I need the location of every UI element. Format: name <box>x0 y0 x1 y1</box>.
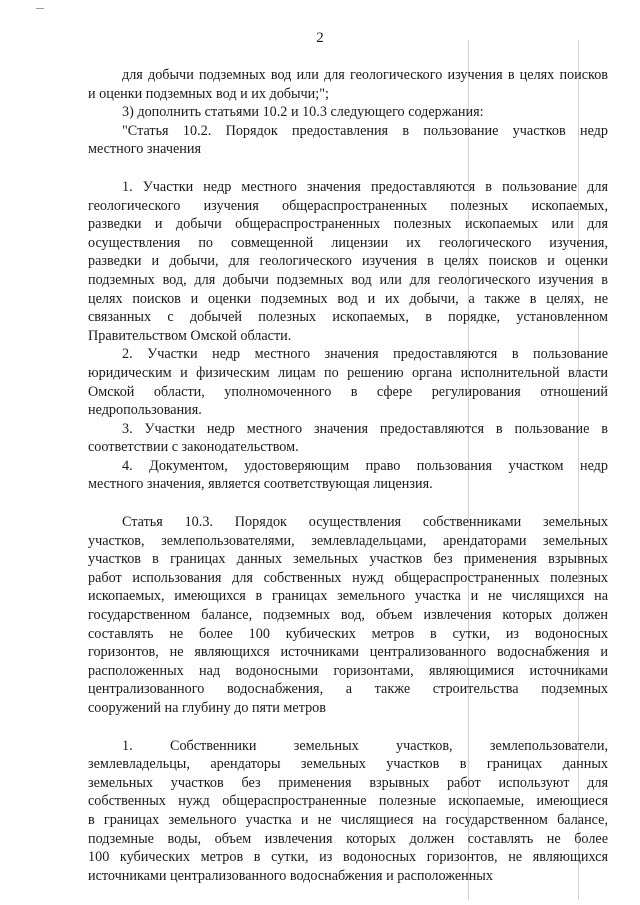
text-line: геологического изучения общераспространенных полезных ископаемых, <box>88 197 608 214</box>
text-line: подземные воды, объем извлечения которых должен составлять не более <box>88 830 608 847</box>
text-line: осуществления по совмещенной лицензии их геологического изучения, <box>88 234 608 251</box>
paragraph <box>88 420 608 457</box>
text-line: для добычи подземных вод или для геологического изучения в целях поисков <box>122 67 608 83</box>
text-line: разведки и добычи общераспространенных полезных ископаемых или для <box>88 216 608 233</box>
text-line: работ использования для собственных нужд общераспространенных полезных <box>88 569 608 586</box>
text-line: "Статья 10.2. Порядок предоставления в пользование участков недр <box>122 122 608 139</box>
text-line: 100 кубических метров в сутки, из водоносных горизонтов, не являющихся <box>88 849 608 866</box>
text-line: земельных участков без применения взрывных работ используют для <box>88 774 608 791</box>
text-line: соответствии с законодательством. <box>88 439 299 456</box>
text-line: местного значения, является соответствующая лицензия. <box>88 476 433 493</box>
text-line: горизонтов, не являющихся источниками централизованного водоснабжения и <box>88 644 608 661</box>
text-line: сооружений на глубину до пяти метров <box>88 700 326 716</box>
text-line: ископаемых, имеющихся в границах земельного участка и не числящихся на <box>88 588 608 605</box>
text-line: 3. Участки недр местного значения предоставляются в пользование в <box>122 420 608 437</box>
text-line: собственных нужд общераспространенные полезные ископаемые, имеющиеся <box>88 793 608 810</box>
paragraph-spacer <box>88 159 608 178</box>
text-line: местного значения <box>88 141 201 158</box>
text-line: 4. Документом, удостоверяющим право пользования участком недр <box>122 457 608 474</box>
paragraph-spacer <box>88 718 608 737</box>
paragraph-spacer <box>88 494 608 513</box>
text-line: Омской области, уполномоченного в сфере регулирования отношений <box>88 383 608 400</box>
text-line: централизованного водоснабжения, а также строительства подземных <box>88 681 608 698</box>
paragraph <box>88 737 608 886</box>
paragraph <box>88 513 608 718</box>
text-line: участков в границах данных земельных участков без применения взрывных <box>88 551 608 568</box>
paragraph <box>88 103 608 122</box>
scan-mark <box>36 8 44 9</box>
text-line: участков, землепользователями, землевладельцами, арендаторами земельных <box>88 532 608 549</box>
text-line: источниками централизованного водоснабжения и расположенных <box>88 867 493 884</box>
document-body <box>88 66 608 885</box>
paragraph <box>88 178 608 345</box>
paragraph <box>88 66 608 103</box>
page-number: 2 <box>316 30 324 46</box>
text-line: расположенных над водоносными горизонтами, являющимися источниками <box>88 662 608 679</box>
text-line: Статья 10.3. Порядок осуществления собственниками земельных <box>122 514 608 531</box>
text-line: Правительством Омской области. <box>88 327 292 344</box>
text-line: и оценки подземных вод и их добычи;"; <box>88 85 329 102</box>
text-line: 2. Участки недр местного значения предоставляются в пользование <box>122 346 608 363</box>
text-line: землевладельцы, арендаторы земельных участков в границах данных <box>88 756 608 773</box>
text-line: 3) дополнить статьями 10.2 и 10.3 следующего содержания: <box>122 104 484 121</box>
text-line: государственном балансе, подземных вод, объем извлечения которых должен <box>88 607 608 624</box>
text-line: связанных с добычей полезных ископаемых, в порядке, установленном <box>88 309 608 326</box>
text-line: 1. Собственники земельных участков, землепользователи, <box>122 737 608 754</box>
paragraph <box>88 345 608 419</box>
text-line: в границах земельного участка и не числящиеся на государственном балансе, <box>88 811 608 828</box>
text-line: юридическим и физическим лицам по решению органа исполнительной власти <box>88 364 608 381</box>
text-line: разведки и добычи, для геологического изучения в целях поисков и оценки <box>88 253 608 270</box>
text-line: подземных вод, для добычи подземных вод или для геологического изучения в <box>88 271 608 288</box>
text-line: 1. Участки недр местного значения предоставляются в пользование для <box>122 178 608 195</box>
text-line: целях поисков и оценки подземных вод и их добычи, а также в целях, не <box>88 290 608 307</box>
text-line: составлять не более 100 кубических метров в сутки, из водоносных <box>88 625 608 642</box>
text-line: недропользования. <box>88 402 202 419</box>
paragraph <box>88 457 608 494</box>
paragraph <box>88 122 608 159</box>
